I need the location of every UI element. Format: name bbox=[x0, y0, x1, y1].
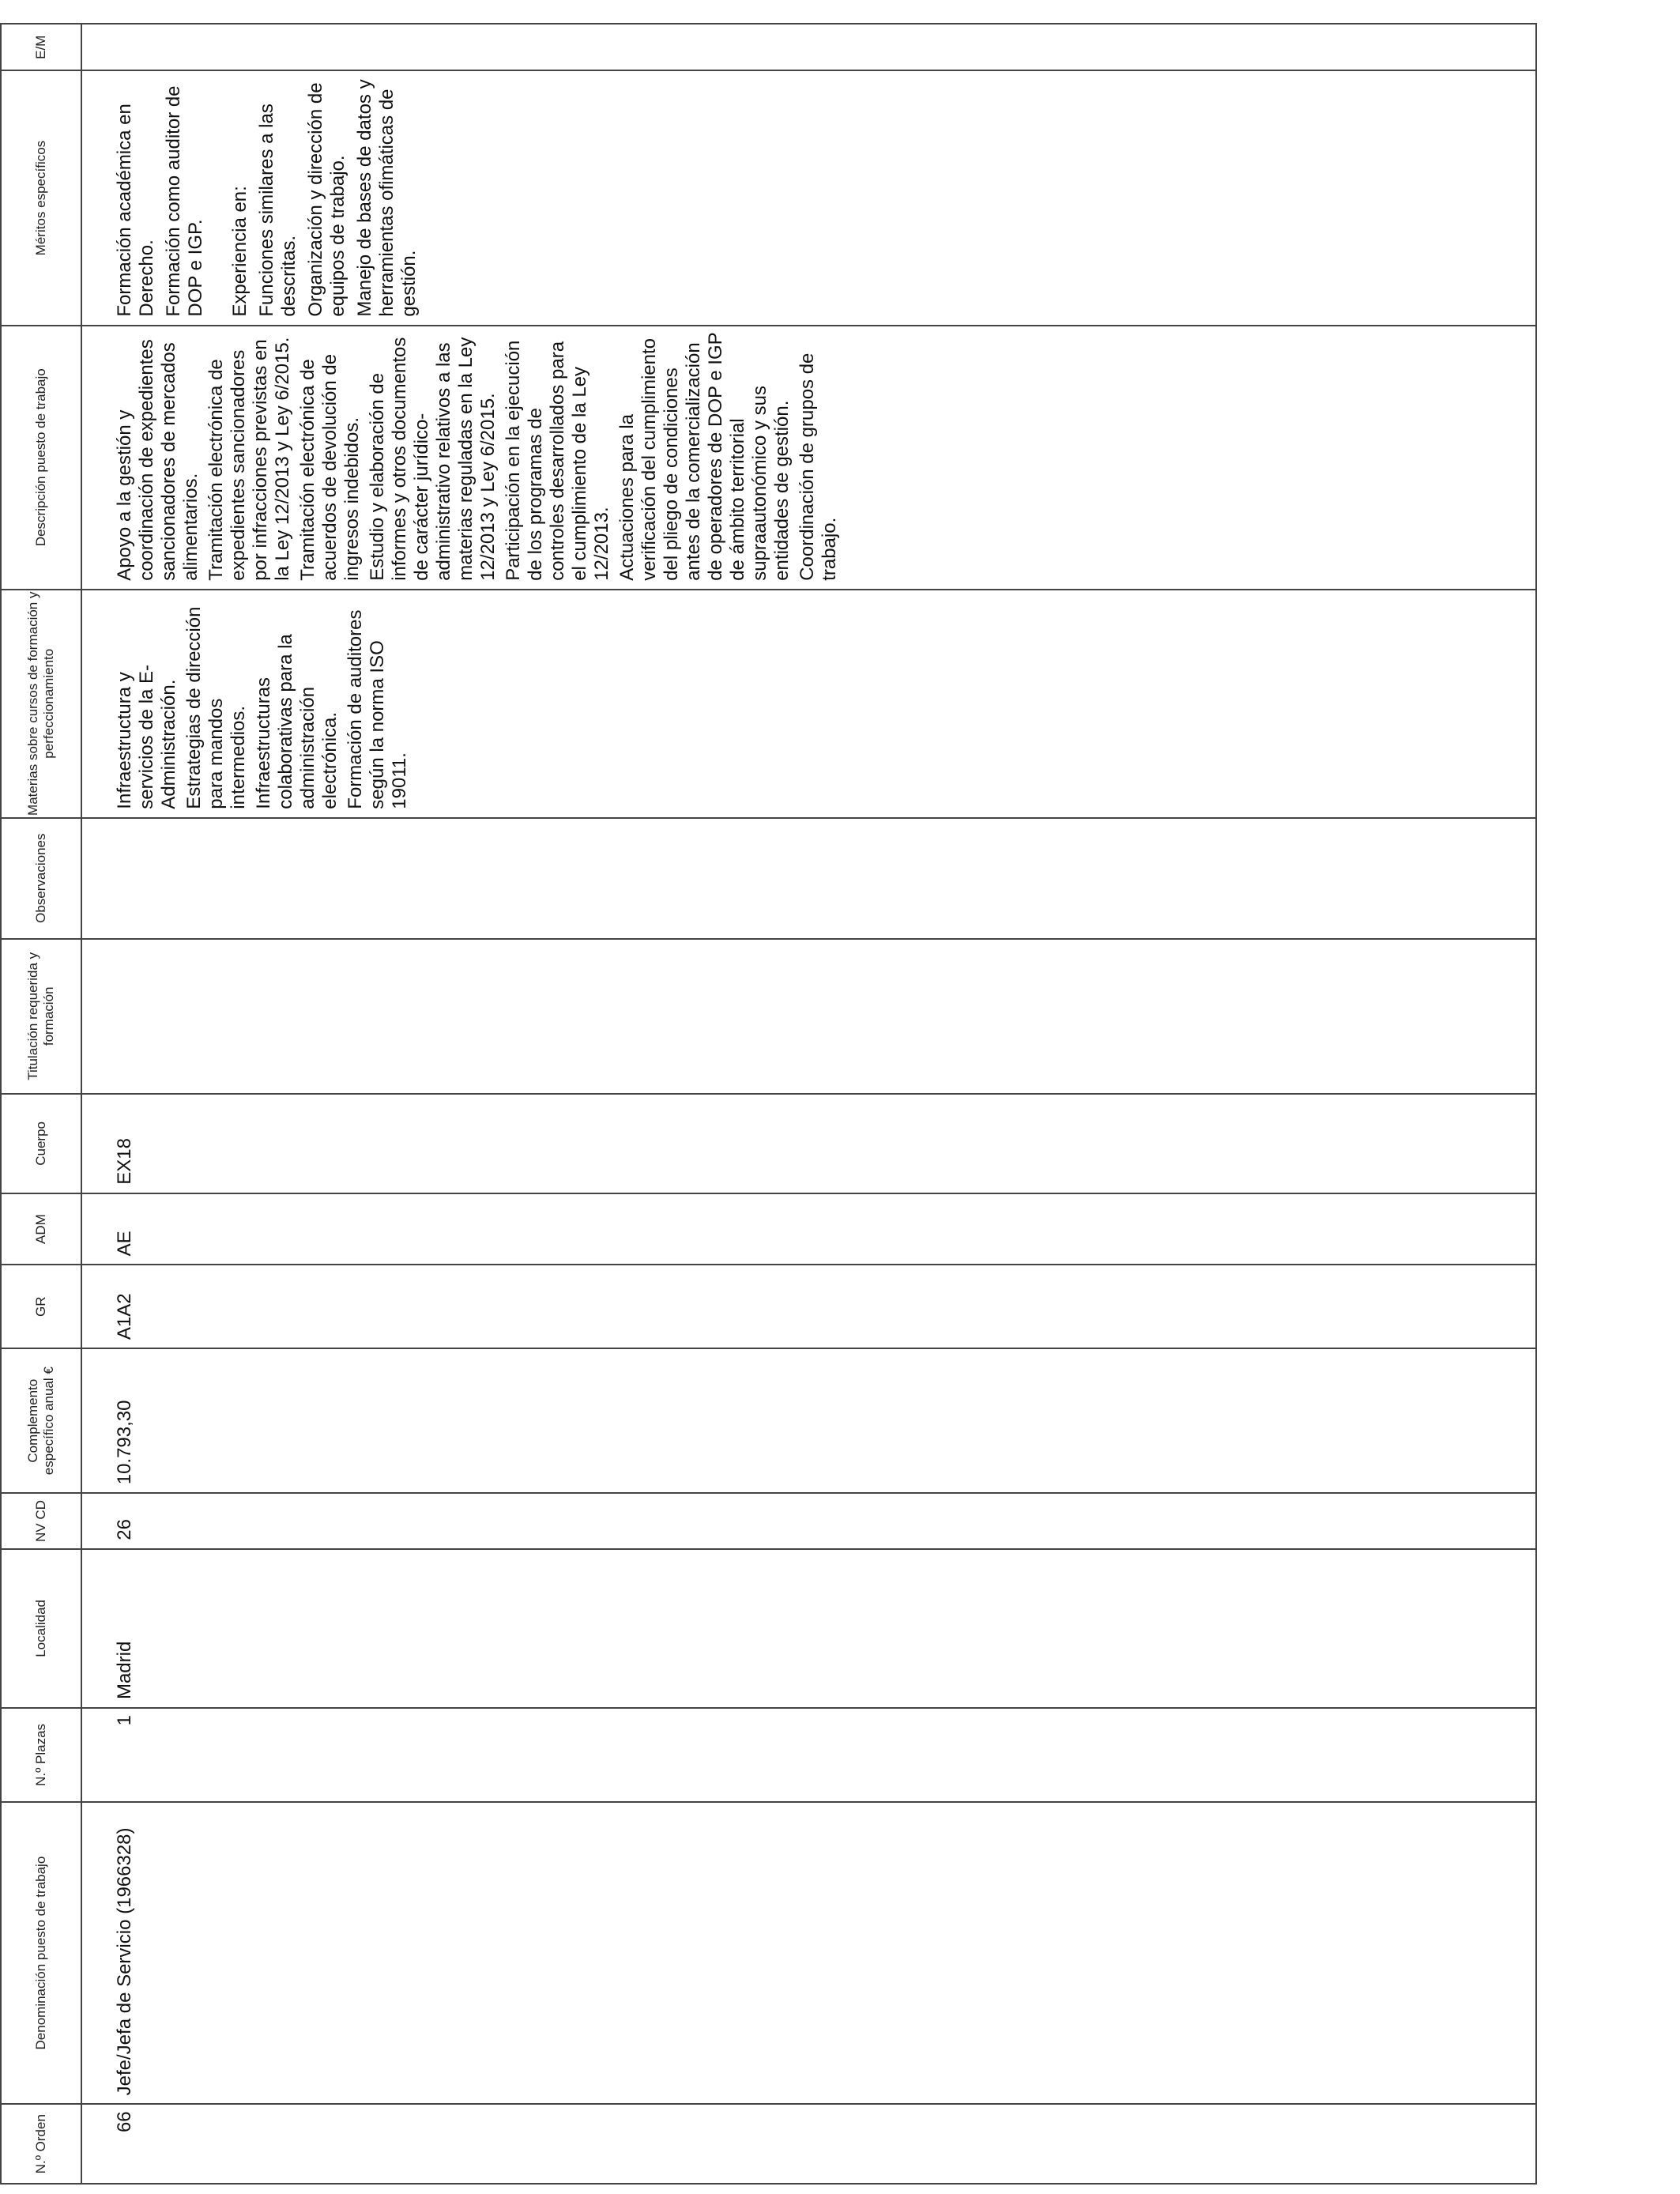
merito-formacion-item: Formación académica en Derecho. bbox=[114, 104, 157, 317]
header-titulacion: Titulación requerida y formación bbox=[1, 939, 81, 1094]
cell-meritos bbox=[81, 71, 1536, 326]
materia-item: Estrategias de dirección para mandos intermedios. bbox=[183, 606, 249, 809]
header-cuerpo: Cuerpo bbox=[1, 1094, 81, 1193]
cell-observaciones bbox=[81, 818, 1536, 939]
header-observaciones: Observaciones bbox=[1, 818, 81, 939]
cell-orden: 66 bbox=[81, 2104, 1536, 2184]
header-orden: N.º Orden bbox=[1, 2104, 81, 2184]
header-grupo: GR bbox=[1, 1265, 81, 1348]
materia-item: Infraestructuras colaborativas para la administración electrónica. bbox=[253, 634, 341, 809]
merito-experiencia-title: Experiencia en: bbox=[229, 186, 250, 317]
header-materias: Materias sobre cursos de formación y perfeccionamiento bbox=[1, 590, 81, 818]
descripcion-item: Apoyo a la gestión y coordinación de expedientes sancionadores de mercados alimentarios. bbox=[114, 339, 202, 581]
descripcion-item: Tramitación electrónica de expedientes sancionadores por infracciones previstas en la Ley 12/2013 y Ley 6/2015. bbox=[205, 337, 293, 581]
cell-materias bbox=[81, 590, 1536, 818]
header-meritos: Méritos específicos bbox=[1, 71, 81, 326]
materia-item: Formación de auditores según la norma ISO 19011. bbox=[345, 609, 410, 809]
materia-item: Infraestructura y servicios de la E-Administración. bbox=[114, 664, 179, 809]
merito-experiencia-item: Funciones similares a las descritas. bbox=[256, 104, 299, 317]
merito-experiencia-item: Manejo de bases de datos y herramientas ofimáticas de gestión. bbox=[354, 79, 420, 317]
header-nivel: NV CD bbox=[1, 1493, 81, 1548]
header-denominacion: Denominación puesto de trabajo bbox=[1, 1802, 81, 2105]
cell-em bbox=[81, 24, 1536, 71]
merito-formacion-item: Formación como auditor de DOP e IGP. bbox=[163, 85, 206, 317]
table-row bbox=[81, 24, 1536, 2184]
descripcion-item: Coordinación de grupos de trabajo. bbox=[797, 352, 840, 581]
header-row bbox=[1, 24, 81, 2184]
cell-plazas: 1 bbox=[81, 1708, 1536, 1802]
header-complemento: Complemento específico anual € bbox=[1, 1348, 81, 1493]
job-position-table bbox=[0, 23, 1537, 2185]
header-em: E/M bbox=[1, 24, 81, 71]
descripcion-item: Estudio y elaboración de informes y otros documentos de carácter jurídico-administrativo relativos a las materias reguladas en la Ley 12/2013 y Ley 6/2015. bbox=[367, 337, 499, 581]
cell-denominacion: Jefe/Jefa de Servicio (1966328) bbox=[81, 1802, 1536, 2105]
descripcion-item: Tramitación electrónica de acuerdos de devolución de ingresos indebidos. bbox=[297, 353, 363, 581]
cell-complemento: 10.793,30 bbox=[81, 1348, 1536, 1493]
merito-experiencia-item: Organización y dirección de equipos de trabajo. bbox=[305, 82, 348, 317]
cell-descripcion bbox=[81, 326, 1536, 590]
cell-titulacion bbox=[81, 939, 1536, 1094]
cell-grupo: A1A2 bbox=[81, 1265, 1536, 1348]
cell-nivel: 26 bbox=[81, 1493, 1536, 1548]
descripcion-item: Participación en la ejecución de los programas de controles desarrollados para el cumplimiento de la Ley 12/2013. bbox=[503, 340, 612, 581]
header-descripcion: Descripción puesto de trabajo bbox=[1, 326, 81, 590]
cell-adm: AE bbox=[81, 1193, 1536, 1265]
header-localidad: Localidad bbox=[1, 1549, 81, 1708]
header-adm: ADM bbox=[1, 1193, 81, 1265]
header-plazas: N.º Plazas bbox=[1, 1708, 81, 1802]
cell-cuerpo: EX18 bbox=[81, 1094, 1536, 1193]
cell-localidad: Madrid bbox=[81, 1549, 1536, 1708]
descripcion-item: Actuaciones para la verificación del cumplimiento del pliego de condiciones antes de la comercialización de operadores de DOP e IGP de ámbito territorial supraautonómico y sus entidades de gestión. bbox=[616, 332, 793, 581]
